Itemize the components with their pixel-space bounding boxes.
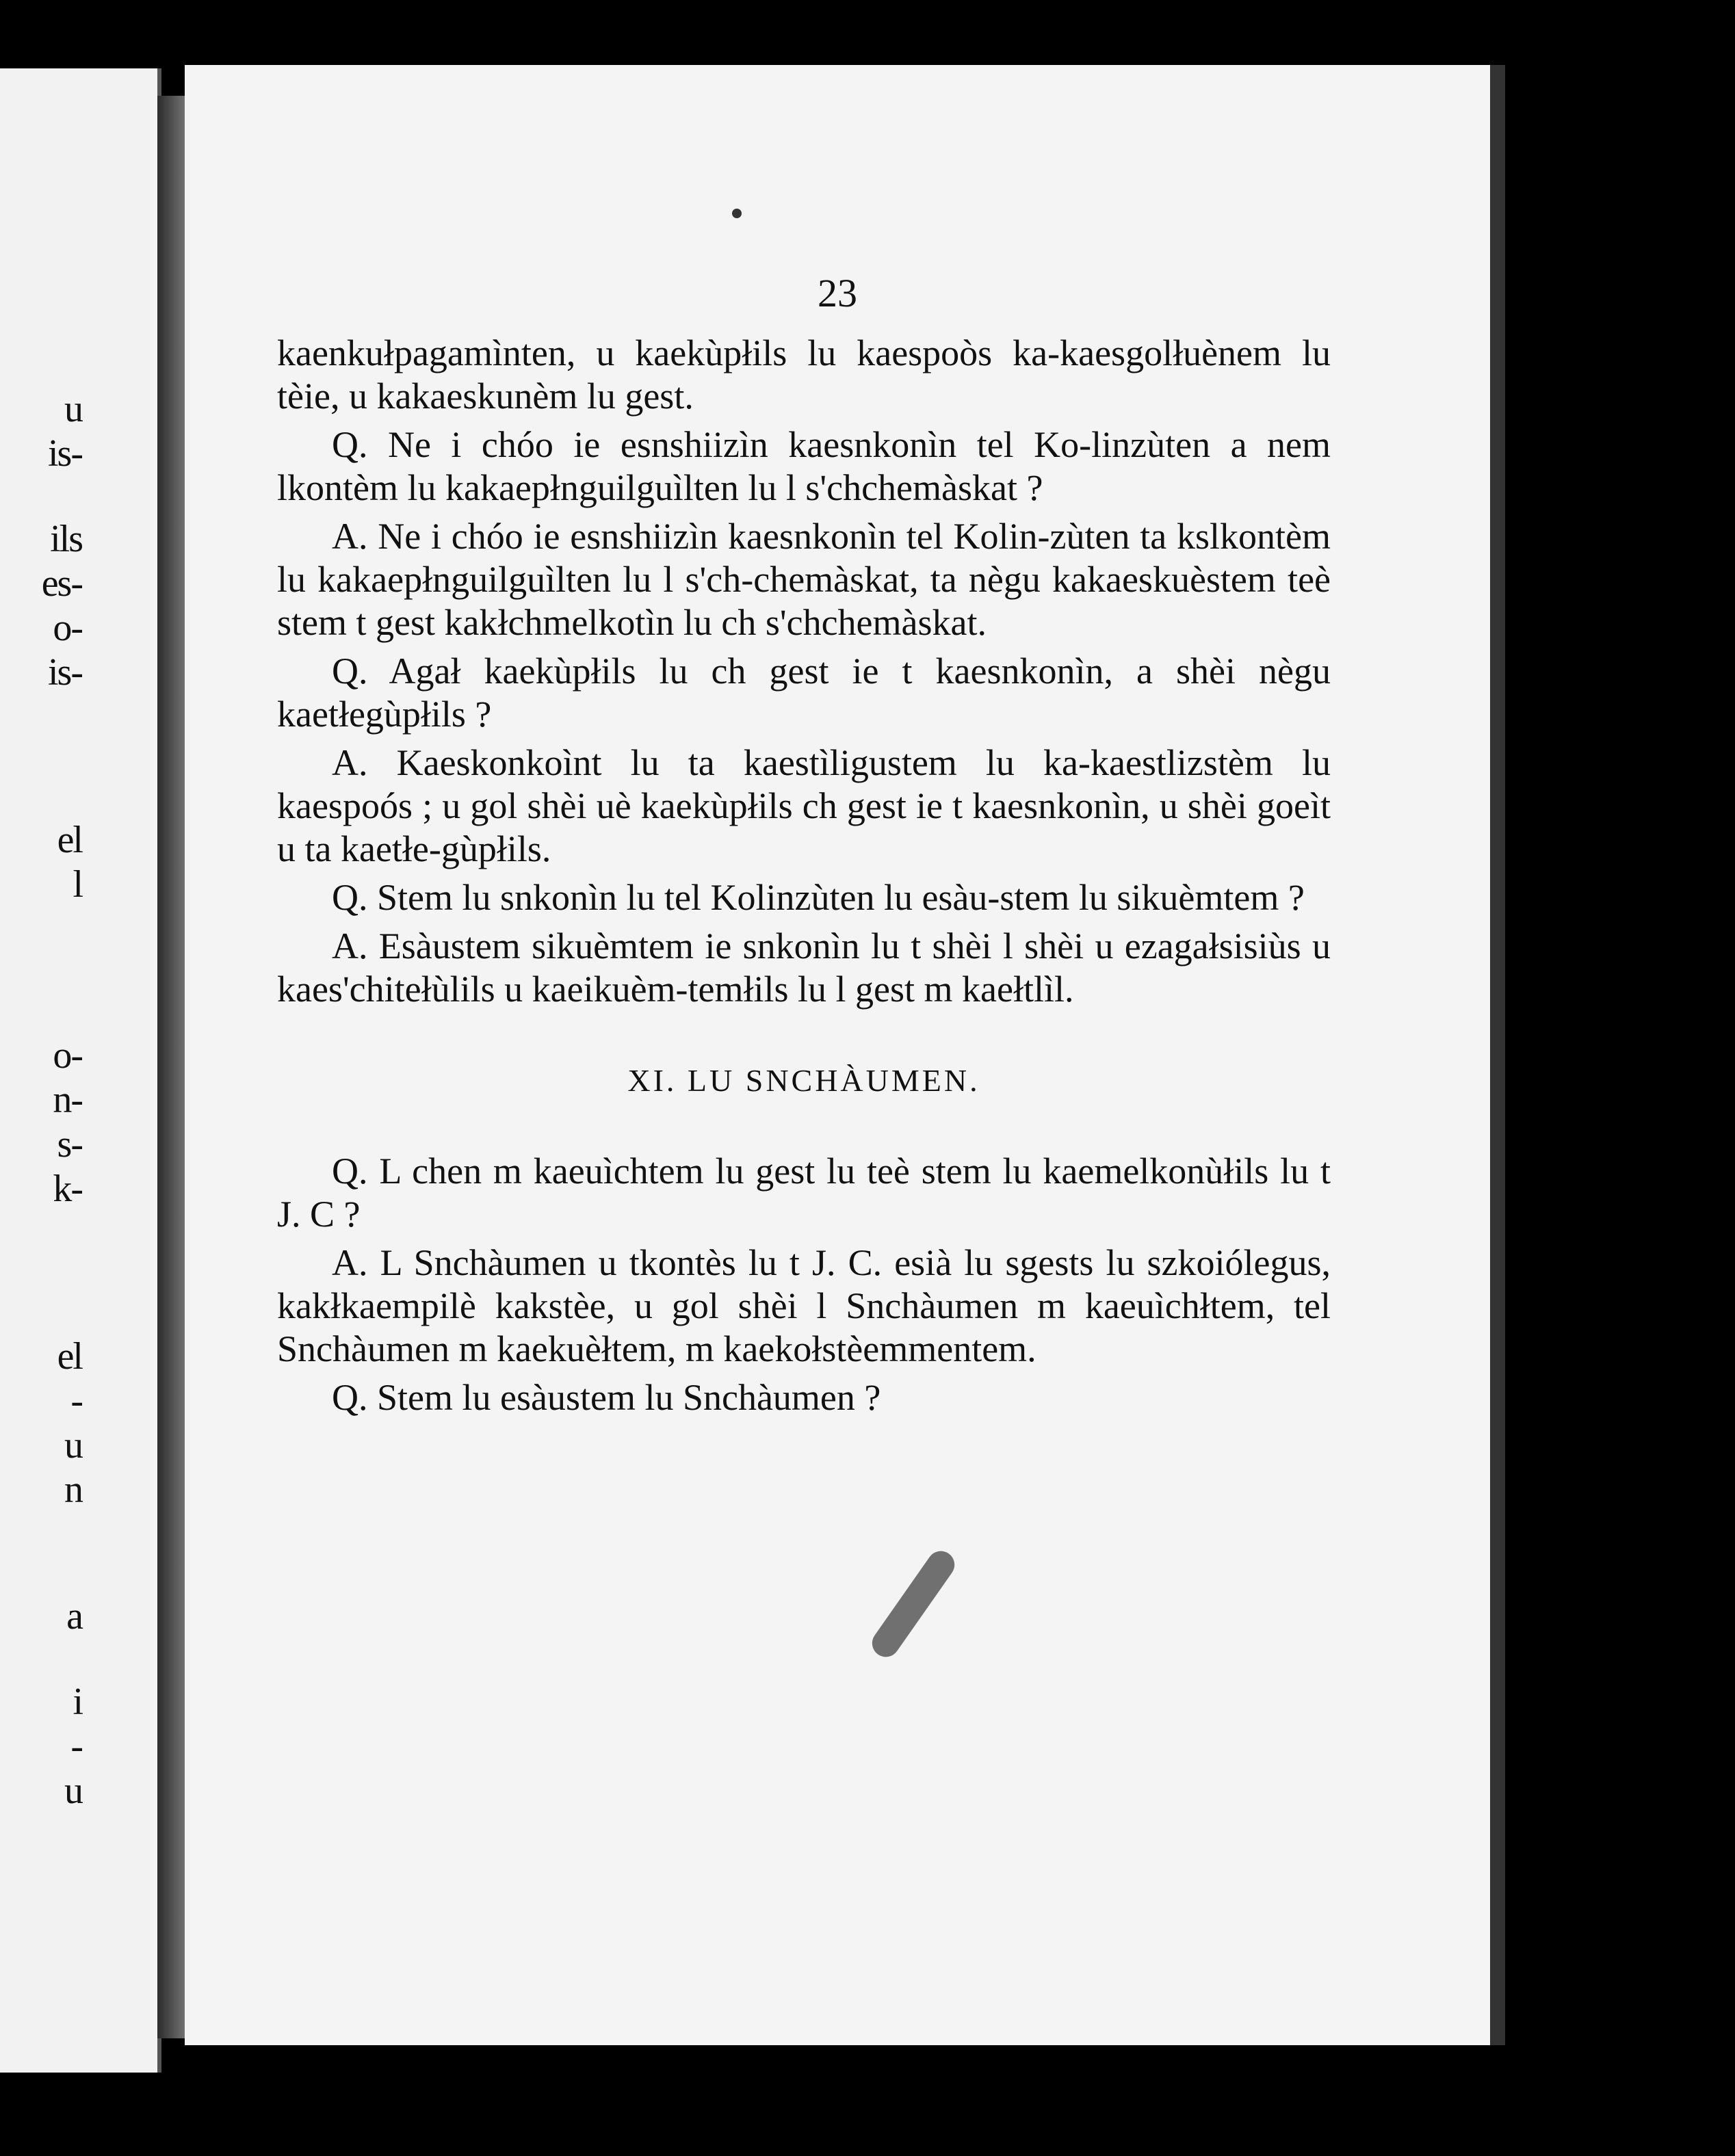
left-fragment: - bbox=[70, 1725, 82, 1767]
left-fragment: l bbox=[73, 863, 82, 906]
left-fragment: el bbox=[57, 1335, 82, 1378]
answer-paragraph: A. L Snchàumen u tkontès lu t J. C. esià lu sgests lu szkoiólegus, kakłkaempilè kakstèe, u gol shèi l Snchàumen m kaeuìchłtem, tel Snchàumen m kaekuèłtem, m kaekołstèemmentem. bbox=[277, 1242, 1331, 1369]
left-fragment: o- bbox=[53, 607, 82, 649]
left-fragment: el bbox=[57, 819, 82, 861]
answer-paragraph: A. Ne i chóo ie esnshiizìn kaesnkonìn tel Kolin-zùten ta kslkontèm lu kakaepłnguilguìlten lu l s'ch-chemàskat, ta nègu kakaeskuèstem teè stem t gest kakłchmelkotìn lu ch s'chchemàskat. bbox=[277, 516, 1331, 643]
question-paragraph: Q. L chen m kaeuìchtem lu gest lu teè stem lu kaemelkonùłils lu t J. C ? bbox=[277, 1151, 1331, 1235]
left-fragment: n bbox=[64, 1469, 82, 1511]
question-paragraph: Q. Stem lu snkonìn lu tel Kolinzùten lu esàu-stem lu sikuèmtem ? bbox=[332, 877, 1305, 918]
previous-page-fragment bbox=[0, 68, 161, 2073]
ink-speck bbox=[732, 209, 742, 218]
ink-smudge bbox=[867, 1546, 960, 1662]
page-number: 23 bbox=[818, 271, 857, 315]
left-fragment: es- bbox=[41, 562, 82, 605]
left-fragment: u bbox=[64, 1770, 82, 1812]
section-heading: XI. LU SNCHÀUMEN. bbox=[627, 1063, 980, 1098]
body-text bbox=[277, 332, 1331, 1425]
left-fragment: ils bbox=[50, 518, 82, 560]
paragraph-continuation: kaenkułpagamìnten, u kaekùpłils lu kaespoòs ka-kaesgolłuènem lu tèie, u kakaeskunèm lu gest. bbox=[277, 332, 1331, 417]
answer-paragraph: A. Esàustem sikuèmtem ie snkonìn lu t shèi l shèi u ezagałsisiùs u kaes'chitełùlils u kaeikuèm-temłils lu l gest m kaełtlìl. bbox=[277, 925, 1331, 1010]
left-fragment: u bbox=[64, 388, 82, 430]
left-fragment: i bbox=[73, 1681, 82, 1723]
left-fragment: is- bbox=[48, 651, 82, 694]
left-fragment: u bbox=[64, 1424, 82, 1467]
left-fragment: is- bbox=[48, 432, 82, 475]
left-fragment: n- bbox=[53, 1079, 82, 1121]
question-paragraph: Q. Ne i chóo ie esnshiizìn kaesnkonìn tel Ko-linzùten a nem lkontèm lu kakaepłnguilguìlten lu l s'chchemàskat ? bbox=[277, 424, 1331, 508]
left-fragment: o- bbox=[53, 1034, 82, 1077]
page bbox=[185, 65, 1505, 2045]
question-paragraph: Q. Agał kaekùpłils lu ch gest ie t kaesnkonìn, a shèi nègu kaetłegùpłils ? bbox=[277, 650, 1331, 735]
left-fragment: k- bbox=[53, 1168, 82, 1210]
left-fragment: - bbox=[70, 1380, 82, 1422]
answer-paragraph: A. Kaeskonkoìnt lu ta kaestìligustem lu ka-kaestlizstèm lu kaespoós ; u gol shèi uè kaekùpłils ch gest ie t kaesnkonìn, u shèi goeìt u ta kaetłe-gùpłils. bbox=[277, 742, 1331, 869]
question-paragraph: Q. Stem lu esàustem lu Snchàumen ? bbox=[332, 1377, 881, 1418]
left-fragment: a bbox=[66, 1595, 82, 1638]
left-fragment: s- bbox=[57, 1123, 82, 1166]
